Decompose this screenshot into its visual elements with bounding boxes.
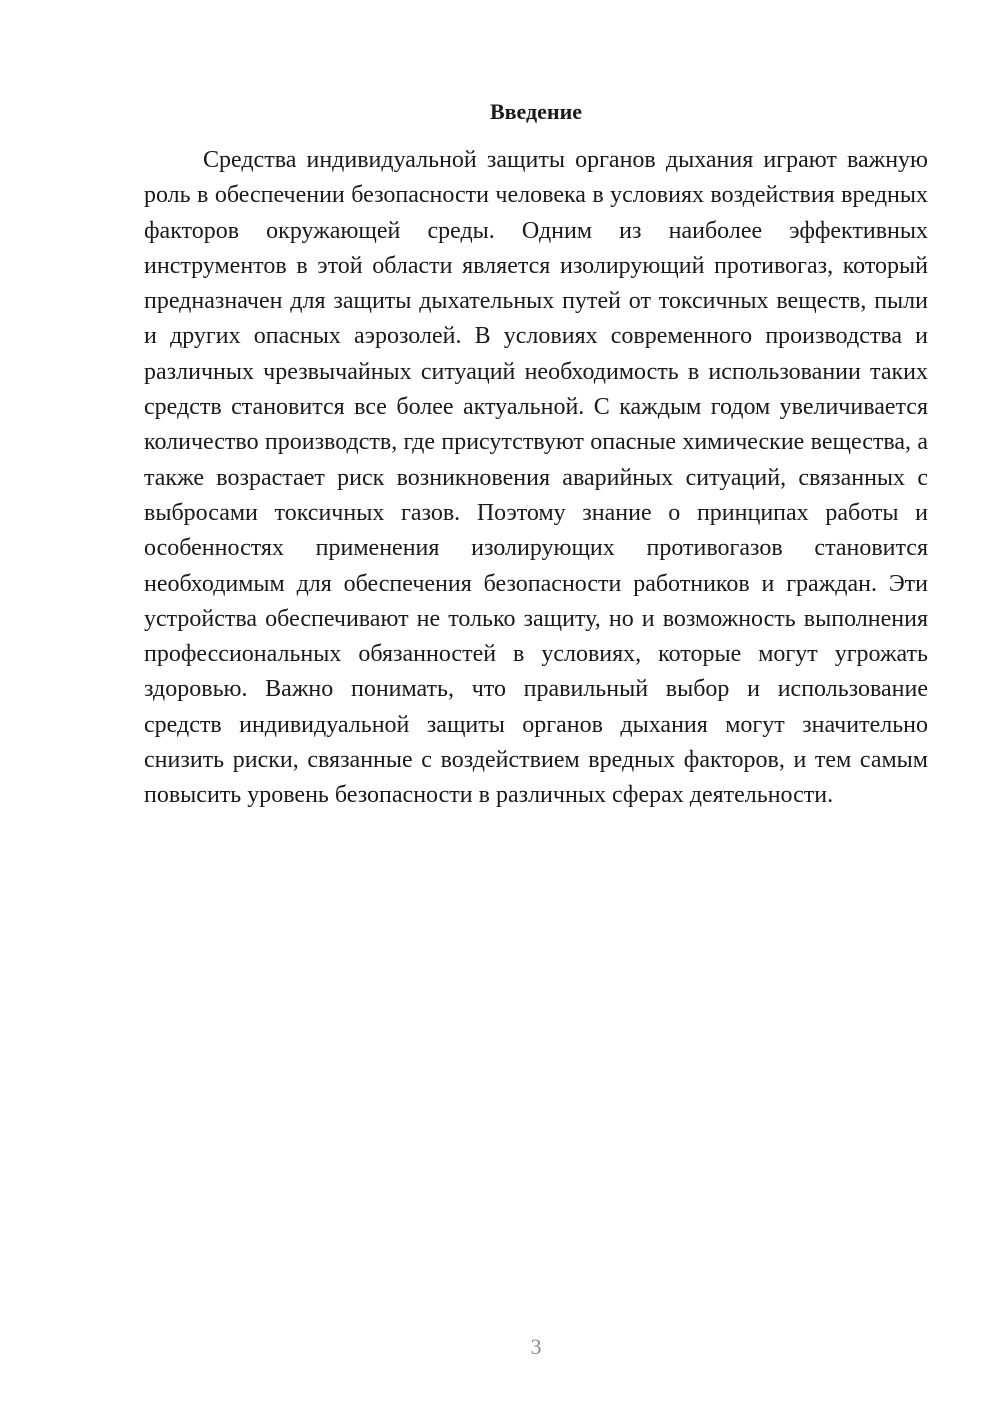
section-heading: Введение <box>489 99 583 124</box>
body-paragraph: Средства индивидуальной защиты органов дыхания играют важную роль в обеспечении безопасности человека в условиях воздействия вредных факторов окружающей среды. Одним из наиболее эффективных инструментов в этой области является изолирующий противогаз, который предназначен для защиты дыхательных путей от токсичных веществ, пыли и других опасных аэрозолей. В условиях современного производства и различных чрезвычайных ситуаций необходимость в использовании таких средств становится все более актуальной. С каждым годом увеличивается количество производств, где присутствуют опасные химические вещества, а также возрастает риск возникновения аварийных ситуаций, связанных с выбросами токсичных газов. Поэтому знание о принципах работы и особенностях применения изолирующих противогазов становится необходимым для обеспечения безопасности работников и граждан. Эти устройства обеспечивают не только защиту, но и возможность выполнения профессиональных обязанностей в условиях, которые могут угрожать здоровью. Важно понимать, что правильный выбор и использование средств индивидуальной защиты органов дыхания могут значительно снизить риски, связанные с воздействием вредных факторов, и тем самым повысить уровень безопасности в различных сферах деятельности. <box>144 147 928 809</box>
page-number: 3 <box>530 1334 542 1359</box>
